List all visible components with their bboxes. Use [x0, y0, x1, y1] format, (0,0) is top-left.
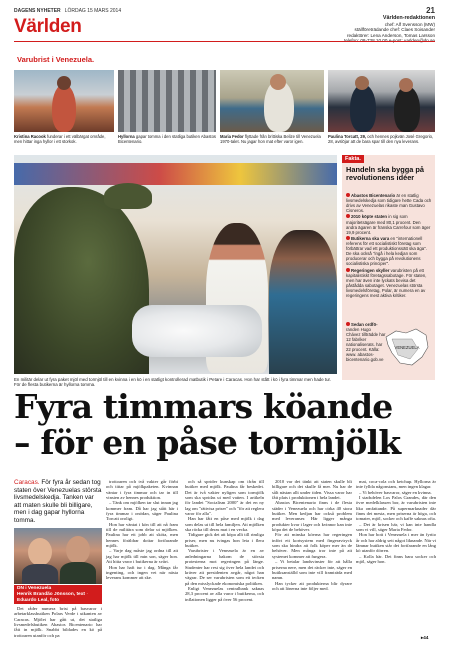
venezuela-map-icon — [382, 323, 432, 371]
body-column-4: 2010 var det tänkt att staten skulle bli billigare och det skulle få mer. Nu har de sålt nästan allt under tiden. Vissa varor har fått plats i produktionen i hela landet. Abastos Bicentenario finns i de flesta städer i Venezuela och har cirka 40 stora butiker. Men kedjan har också problem med leveranser. Här ligger många produkter kvar i lager och kvinnor kan inte köpa det de behöver. För att minska köerna har regeringen infört ett kortsystem med fingeravtryck som ska hindra att folk köper mer än de behöver. Men många tror inte på att systemet kommer att fungera. – Vi betalar landsvinster för att hålla priserna nere, men det räcker inte, säger en butiksanställd som inte vill framträda med namn. Han tycker att produkterna blir dyrare och att lönerna inte följer med. — [272, 479, 352, 591]
photo-strip — [14, 55, 435, 153]
page-number: 21 — [426, 6, 435, 15]
facts-item: Regeringen skyller varubristen på ett kapitalistiskt företagssabotage. För staten, men har även inte lyckats bevisa det påstådda sabotaget. Venezuelas största livsmedelsföretag, Polar, är numera en av regeringens mest aktiva kritiker. — [346, 267, 427, 298]
editors-line: redaktörer: Lena Anderson, Tomas Larsson — [346, 32, 435, 38]
bullet-icon — [346, 193, 350, 197]
body-column-2: trottoaren och två vakter går förbi och tittar på mjölkpaketen. Kvinnan väntar i fyra timmar och tar in till vinsten av hennes produktion. – Tänk om mjölken tar slut innan jag kommer fram. Då har jag stått här i fyra timmar i onödan, säger Paulina Torcatt oroligt. Hon har väntat i kön till att nå fram till de militära som delar ut mjölken. Paulina har ett jobb att sköta, men hennes föräldrar dottar fortfarande mjölk. – Varje dag måste jag ordna till att jag har mjölk till min son, säger hon. Att hitta varor i butikerna är svårt. Hon har haft tur i dag. Många får ingenting, och ingen vet när nästa leverans kommer att ske. — [106, 479, 178, 581]
section-rule — [14, 41, 435, 42]
strip-caption: Kristina Racook funderar i ett välbärgat område, men hittar inga hyllor i ett storkok. — [14, 134, 106, 144]
byline: DN i Venezuela Henrik Brandão Jönsson, text · Eduardo Leal, foto — [14, 585, 102, 604]
continues-arrow-icon: ▸44 — [421, 635, 429, 640]
lead-paragraph: Caracas. För fyra år sedan tog staten över Venezuelas största livsmedelskedja. Tanken var att maten skulle bli billigare, men i dag gapar hyllorna tomma. — [14, 479, 102, 524]
strip-caption: Hyllorna gapar tomma i den statliga butiken Abastos Bicentenario. — [118, 134, 217, 144]
facts-item-last: Sedan ordfö-randen Hugo Chávez tillträdde har 12 fabriker nationaliserats. har 22 procent. Källa: www. abastos-bicentenario.gob.ve — [346, 322, 386, 363]
facts-item: 2010 köpte staten in sig som majoritetsägare med 80,1 procent. Den andra ägaren är franska Carrefour som äger 19,9 procent. — [346, 214, 431, 235]
section-title: Världen — [14, 16, 82, 37]
issue-date: LÖRDAG 15 MARS 2014 — [64, 8, 122, 14]
editors-line: chef: Alf Svensson (MW) — [384, 21, 435, 27]
strip-caption: Paulina Torcatt, 29, och hennes pojkvän José Gregorio, 28, avslöjar att de bara spar till den nya leverans. — [328, 134, 434, 144]
strip-photo-couple — [328, 70, 435, 132]
masthead — [14, 6, 435, 15]
main-photo-caption: En militär delar ut fyra paket mjöl med tormjöl till en kvinna i en kö i en statligt kontrollerad matbutik i Petare i Caracas. Hon har stått i kö i fyra timmar men hade tur. För de flesta butikerna är hyllorna tomma. — [14, 377, 331, 388]
strip-caption: Maria Fedor flyttade från brittiska Belize till Venezuela 1970-talet. Nu jagar hon mat efter varor igen. — [220, 134, 321, 144]
editors-heading: Världen-redaktionen — [382, 15, 435, 21]
facts-item: Abastos Bicentenario är en statlig livsmedelskedja som tidigare hette Cada och drivs av Venezuelas rikaste man Gustavo Cisneros. — [346, 193, 432, 214]
bullet-icon — [346, 236, 350, 240]
dateline: Caracas. — [14, 479, 40, 486]
strip-title: Varubrist i Venezuela. — [17, 55, 95, 64]
body-column-1: Det råder numera brist på basvaror i arbetarklassbutiken Polars Verde i utkanten av Caracas. Mjölet har gått ut, det statliga livsmedelsbutiken Abastos Bicentenario har fått in mjölk. Snabbt bildades en kö på trottoaren utanför och pa — [14, 606, 102, 638]
facts-title: Handeln ska bygga på revolutionens idéer — [346, 165, 425, 182]
facts-list — [346, 193, 432, 299]
bullet-icon — [346, 322, 350, 326]
headline — [14, 389, 435, 461]
strip-photo-shopper — [14, 70, 114, 132]
editors-line: ställföreträdande chef: Claes Soisander — [354, 27, 435, 33]
facts-tag: Fakta. — [342, 155, 364, 163]
body-column-3: och så sprider kunskap om ifrån till butiker med mjölk. Paulina får beskedet. Det är två vakter nyligen som tormjölk som ska spridas ut med vatten. I artikeln för landet "Socialism 2000" är det en ny lag om "rättvisa priser" och "för att reglera varor för alla". Han har fått en påse med mjölk i dag som delas ut till hela familjen. Att mjölken ska räcka till deras mat i en vecka. Tidigare gick det att köpa allt till rimliga priser, men nu tvingas hon leta i flera butiker. Varubrister i Venezuela är en av anledningarna bakom de största protesterna mot regeringen på länge. Studenter har rest sig över hela landet och kräver att presidenten avgår, något han vägrar. De ser varubristen som ett tecken på den misslyckade ekonomiska politiken. Enligt Venezuelas centralbank saknas 28,3 procent av alla varor i butikerna, och inflationen ligger på över 56 procent. — [185, 479, 264, 602]
editors-box — [320, 16, 435, 44]
main-photo — [14, 155, 337, 374]
headline-line-2: – för en påse tormjölk — [14, 423, 401, 462]
headline-line-1: Fyra timmars köande — [14, 387, 393, 426]
reporters-photo — [14, 528, 102, 584]
strip-photo-maria-fedor — [220, 70, 324, 132]
body-column-5: mat, coca-cola och ketchup. Hyllorna är inte fyllda någonstans, men ingen klagar. – Vi behöver basvaror, säger en kvinna. I stadsdelen Los Palos Grandes, där den övre medelklassen bor, är varubristen inte lika omfattande. På supermarknader där finns det mesta, men priserna är höga, och tomater, mjöl, socker och kaffe saknas ofta. – Det är krisen här, vi kan inte handla som vi vill, säger Maria Fedor. Hon har bott i Venezuela i mer än fyrtio år och har aldrig sett något liknande. När vi lämnar butiken står det fortfarande en lång kö utanför dörren. – Kolla här. Det finns bara socker och mjöl, säger hon. — [356, 479, 436, 565]
paper-name: DAGENS NYHETER LÖRDAG 15 MARS 2014 — [14, 8, 122, 14]
bullet-icon — [346, 268, 350, 272]
map-label: VENEZUELA — [394, 345, 420, 350]
bullet-icon — [346, 214, 350, 218]
facts-item: Butikerna ska vara en "internationell referens för ett socialistiskt företag som förbättrar vad ett produktionssätt ska äga". De ska också "ingå i hela kedjan som producerar och bygga på revolutionens socialistiska principer". — [346, 235, 427, 267]
facts-box — [342, 155, 435, 380]
strip-photo-empty-shelves — [118, 70, 216, 132]
